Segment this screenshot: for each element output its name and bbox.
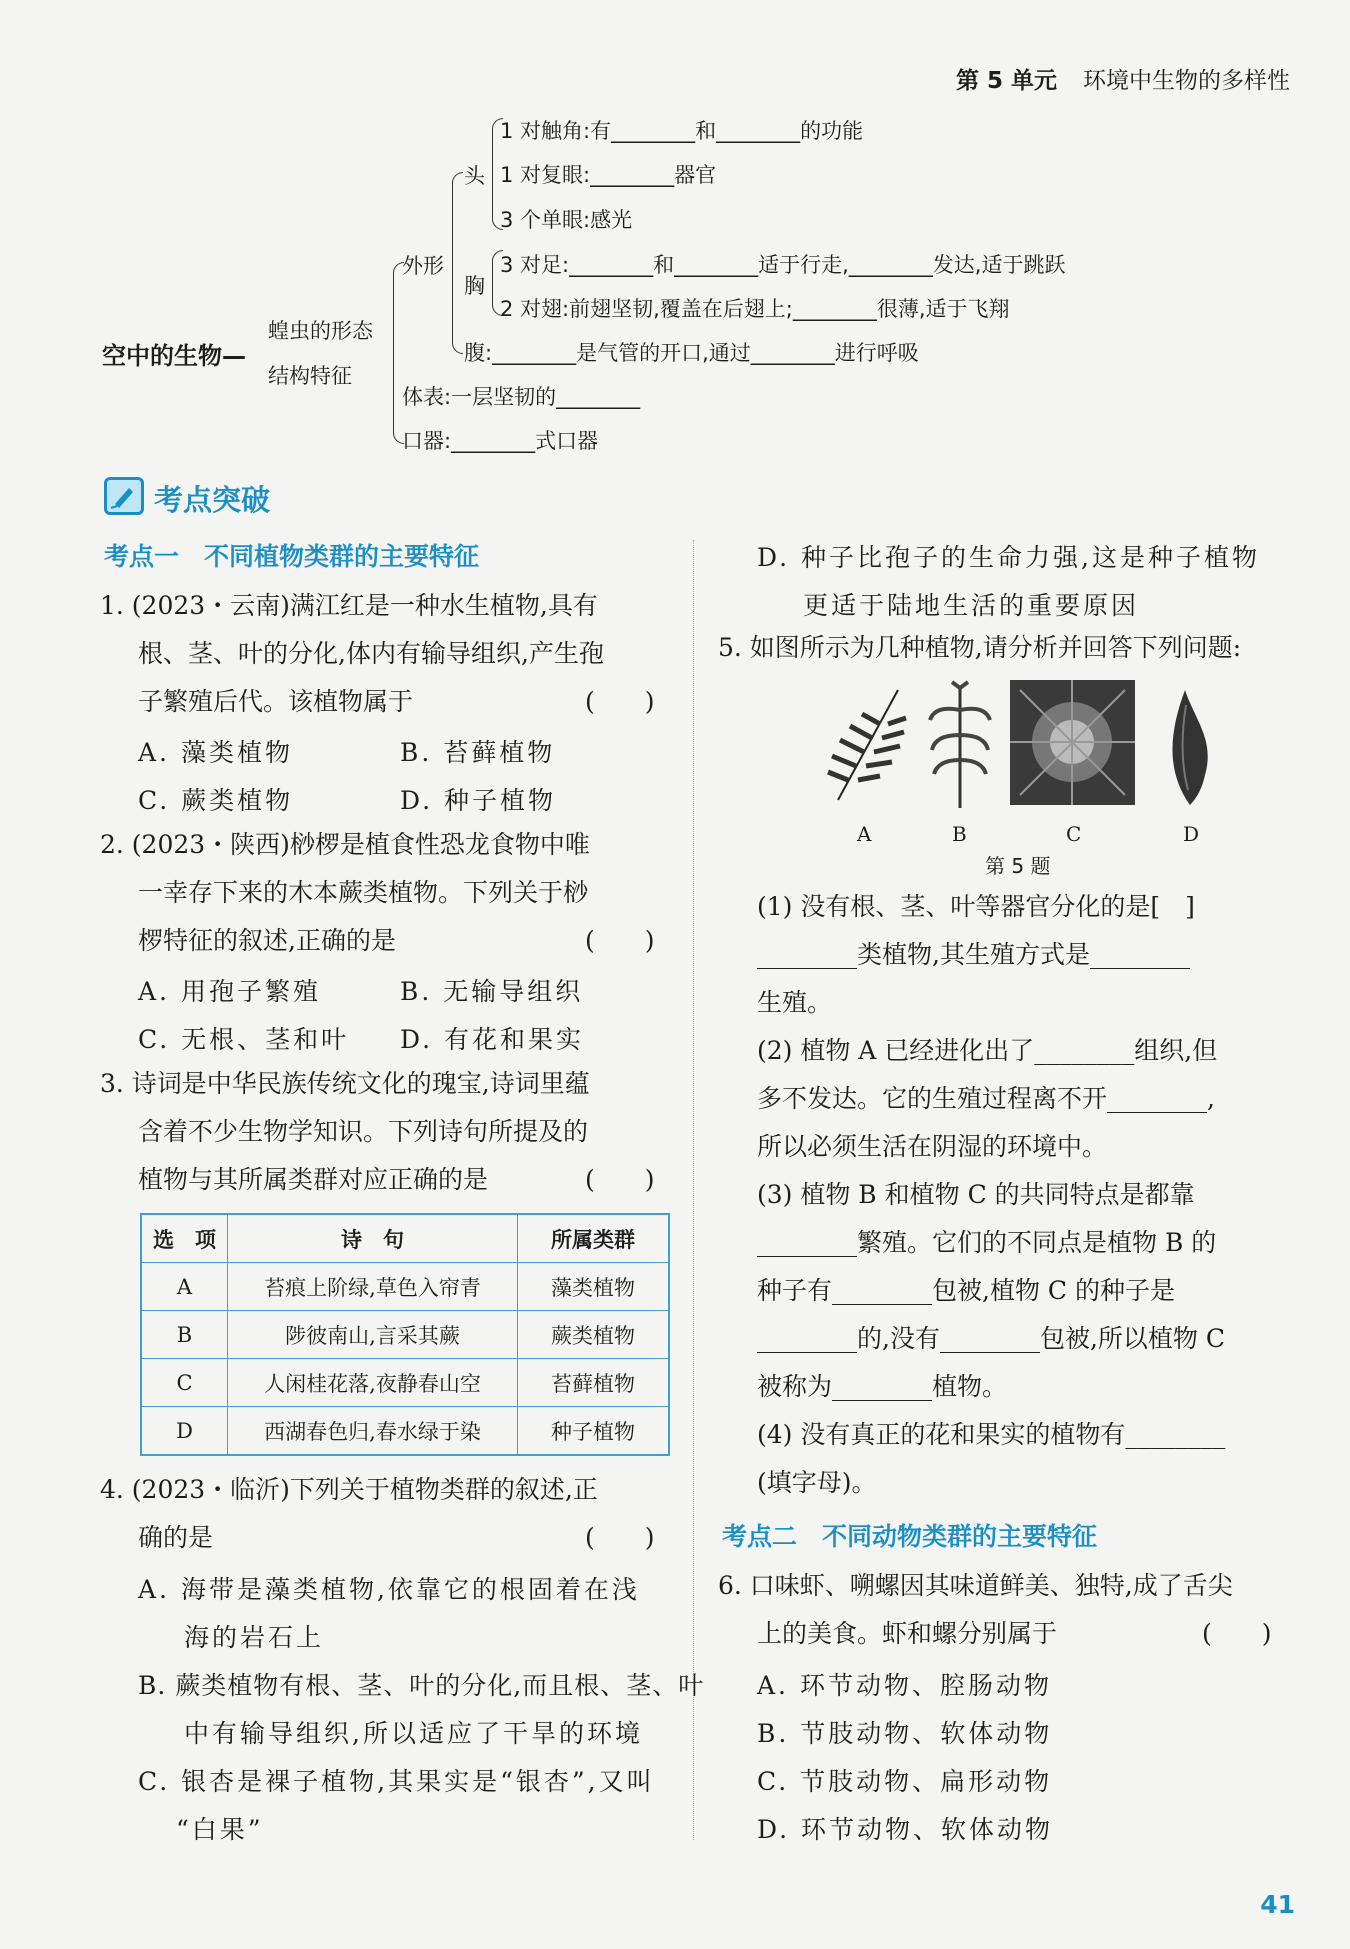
- q4-option-a-cont: 海的岩石上: [184, 1623, 325, 1652]
- q1-answer-paren[interactable]: ( ): [585, 687, 655, 716]
- page-number: 41: [1260, 1890, 1295, 1919]
- tree-branch-line1: 蝗虫的形态: [268, 319, 373, 343]
- q6-answer-paren[interactable]: ( ): [1202, 1619, 1272, 1648]
- table-cell: 种子植物: [518, 1407, 670, 1456]
- q1-option-c[interactable]: C. 蕨类植物: [138, 786, 294, 815]
- table-row: [141, 1263, 669, 1311]
- q6-option-a[interactable]: A. 环节动物、腔肠动物: [757, 1671, 1052, 1700]
- table-cell: 苔痕上阶绿,草色入帘青: [228, 1263, 518, 1311]
- q4-option-b-cont: 中有输导组织,所以适应了干旱的环境: [184, 1719, 643, 1748]
- tree-item-mouthparts: 口器:________式口器: [402, 429, 599, 453]
- brace-main: [393, 262, 404, 444]
- q1-stem-line1: 1. (2023・云南)满江红是一种水生植物,具有: [100, 591, 598, 620]
- q4-option-d[interactable]: D. 种子比孢子的生命力强,这是种子植物: [757, 543, 1260, 572]
- corn-plant-image: [925, 680, 995, 810]
- q3-stem-line1: 3. 诗词是中华民族传统文化的瑰宝,诗词里蕴: [100, 1069, 590, 1098]
- table-header: 选 项: [141, 1214, 228, 1263]
- unit-label: 第 5 单元: [955, 68, 1057, 94]
- kaodian-1-title: 考点一 不同植物类群的主要特征: [104, 542, 480, 571]
- q5-part2-line3: 所以必须生活在阴湿的环境中。: [757, 1132, 1108, 1161]
- tree-waixing: 外形: [402, 254, 444, 278]
- table-row: [141, 1311, 669, 1359]
- poem-table: [140, 1213, 670, 1456]
- q4-option-d-cont: 更适于陆地生活的重要原因: [803, 591, 1140, 620]
- kaodian-2-title: 考点二 不同动物类群的主要特征: [722, 1522, 1098, 1551]
- table-cell: 陟彼南山,言采其蕨: [228, 1311, 518, 1359]
- q5-part1-line2: ________类植物,其生殖方式是________: [757, 940, 1190, 969]
- q5-part1-line1: (1) 没有根、茎、叶等器官分化的是[ ]: [757, 892, 1195, 921]
- table-cell: A: [141, 1263, 228, 1311]
- table-cell: 蕨类植物: [518, 1311, 670, 1359]
- q2-stem-line2: 一幸存下来的木本蕨类植物。下列关于桫: [138, 878, 589, 907]
- tree-item-compound-eye: 1 对复眼:________器官: [500, 163, 717, 187]
- figure-caption: 第 5 题: [985, 854, 1051, 878]
- tree-item-antenna: 1 对触角:有________和________的功能: [500, 119, 864, 143]
- tree-tou: 头: [464, 164, 485, 188]
- tree-item-simple-eye: 3 个单眼:感光: [500, 208, 633, 232]
- table-header: 所属类群: [518, 1214, 670, 1263]
- table-cell: B: [141, 1311, 228, 1359]
- q5-part2-line2: 多不发达。它的生殖过程离不开________,: [757, 1084, 1215, 1113]
- column-divider: [693, 540, 694, 1840]
- q4-stem-line1: 4. (2023・临沂)下列关于植物类群的叙述,正: [100, 1475, 598, 1504]
- table-cell: 西湖春色归,春水绿于染: [228, 1407, 518, 1456]
- tree-item-legs: 3 对足:________和________适于行走,________发达,适于跳跃: [500, 253, 1066, 277]
- q5-part3-line5: 被称为________植物。: [757, 1372, 1008, 1401]
- q6-stem-line1: 6. 口味虾、嗍螺因其味道鲜美、独特,成了舌尖: [718, 1571, 1233, 1600]
- table-header-row: [141, 1214, 669, 1263]
- tree-item-abdomen: 腹:________是气管的开口,通过________进行呼吸: [464, 341, 919, 365]
- q5-part3-line4: ________的,没有________包被,所以植物 C: [757, 1324, 1225, 1353]
- q4-answer-paren[interactable]: ( ): [585, 1523, 655, 1552]
- q2-option-b[interactable]: B. 无输导组织: [400, 977, 584, 1006]
- q6-option-d[interactable]: D. 环节动物、软体动物: [757, 1815, 1054, 1844]
- tree-xiong: 胸: [464, 274, 485, 298]
- q5-part4-line1: (4) 没有真正的花和果实的植物有________: [757, 1420, 1226, 1449]
- q1-option-a[interactable]: A. 藻类植物: [138, 738, 293, 767]
- q1-stem-line3: 子繁殖后代。该植物属于: [138, 687, 414, 716]
- figure-label-a: A: [857, 822, 872, 846]
- q1-stem-line2: 根、茎、叶的分化,体内有输导组织,产生孢: [138, 639, 604, 668]
- table-header: 诗 句: [228, 1214, 518, 1263]
- fern-plant-image: [818, 680, 928, 810]
- table-row: [141, 1359, 669, 1407]
- q5-part2-line1: (2) 植物 A 已经进化出了________组织,但: [757, 1036, 1218, 1065]
- q4-stem-line2: 确的是: [138, 1523, 214, 1552]
- tree-item-wings: 2 对翅:前翅坚韧,覆盖在后翅上;________很薄,适于飞翔: [500, 297, 1010, 321]
- figure-label-b: B: [952, 822, 967, 846]
- q5-stem: 5. 如图所示为几种植物,请分析并回答下列问题:: [718, 633, 1242, 662]
- q2-option-a[interactable]: A. 用孢子繁殖: [138, 977, 321, 1006]
- brace-waixing: [452, 172, 463, 354]
- tree-item-body-surface: 体表:一层坚韧的________: [402, 385, 641, 409]
- q5-part3-line3: 种子有________包被,植物 C 的种子是: [757, 1276, 1175, 1305]
- q4-option-c-cont: “白果”: [176, 1815, 264, 1844]
- q2-option-c[interactable]: C. 无根、茎和叶: [138, 1025, 350, 1054]
- q5-part3-line1: (3) 植物 B 和植物 C 的共同特点是都靠: [757, 1180, 1195, 1209]
- pencil-icon: [104, 477, 144, 515]
- table-cell: D: [141, 1407, 228, 1456]
- q1-option-d[interactable]: D. 种子植物: [400, 786, 557, 815]
- q6-option-c[interactable]: C. 节肢动物、扁形动物: [757, 1767, 1053, 1796]
- q3-stem-line3: 植物与其所属类群对应正确的是: [138, 1165, 489, 1194]
- q5-part3-line2: ________繁殖。它们的不同点是植物 B 的: [757, 1228, 1217, 1257]
- q5-part4-line2: (填字母)。: [757, 1468, 877, 1497]
- table-cell: 藻类植物: [518, 1263, 670, 1311]
- table-cell: 苔藓植物: [518, 1359, 670, 1407]
- table-row: [141, 1407, 669, 1456]
- seaweed-image: [1160, 680, 1220, 810]
- table-cell: C: [141, 1359, 228, 1407]
- figure-label-d: D: [1183, 822, 1200, 846]
- q4-option-b[interactable]: B. 蕨类植物有根、茎、叶的分化,而且根、茎、叶: [138, 1671, 705, 1700]
- figure-label-c: C: [1066, 822, 1082, 846]
- page-header: [956, 62, 1290, 95]
- section-title: 考点突破: [154, 483, 271, 517]
- q2-stem-line3: 椤特征的叙述,正确的是: [138, 926, 396, 955]
- tree-branch-line2: 结构特征: [268, 364, 352, 388]
- q5-part1-line3: 生殖。: [757, 988, 833, 1017]
- q3-stem-line2: 含着不少生物学知识。下列诗句所提及的: [138, 1117, 589, 1146]
- q4-option-c[interactable]: C. 银杏是裸子植物,其果实是“银杏”,又叫: [138, 1767, 655, 1796]
- tree-root: 空中的生物—: [102, 342, 246, 370]
- pine-cone-image: [1010, 680, 1135, 805]
- q2-stem-line1: 2. (2023・陕西)桫椤是植食性恐龙食物中唯: [100, 830, 590, 859]
- q6-stem-line2: 上的美食。虾和螺分别属于: [757, 1619, 1058, 1648]
- q2-option-d[interactable]: D. 有花和果实: [400, 1025, 585, 1054]
- q3-answer-paren[interactable]: ( ): [585, 1165, 655, 1194]
- q6-option-b[interactable]: B. 节肢动物、软体动物: [757, 1719, 1053, 1748]
- q4-option-a[interactable]: A. 海带是藻类植物,依靠它的根固着在浅: [138, 1575, 640, 1604]
- table-cell: 人闲桂花落,夜静春山空: [228, 1359, 518, 1407]
- q2-answer-paren[interactable]: ( ): [585, 926, 655, 955]
- q1-option-b[interactable]: B. 苔藓植物: [400, 738, 556, 767]
- unit-title: 环境中生物的多样性: [1083, 68, 1290, 94]
